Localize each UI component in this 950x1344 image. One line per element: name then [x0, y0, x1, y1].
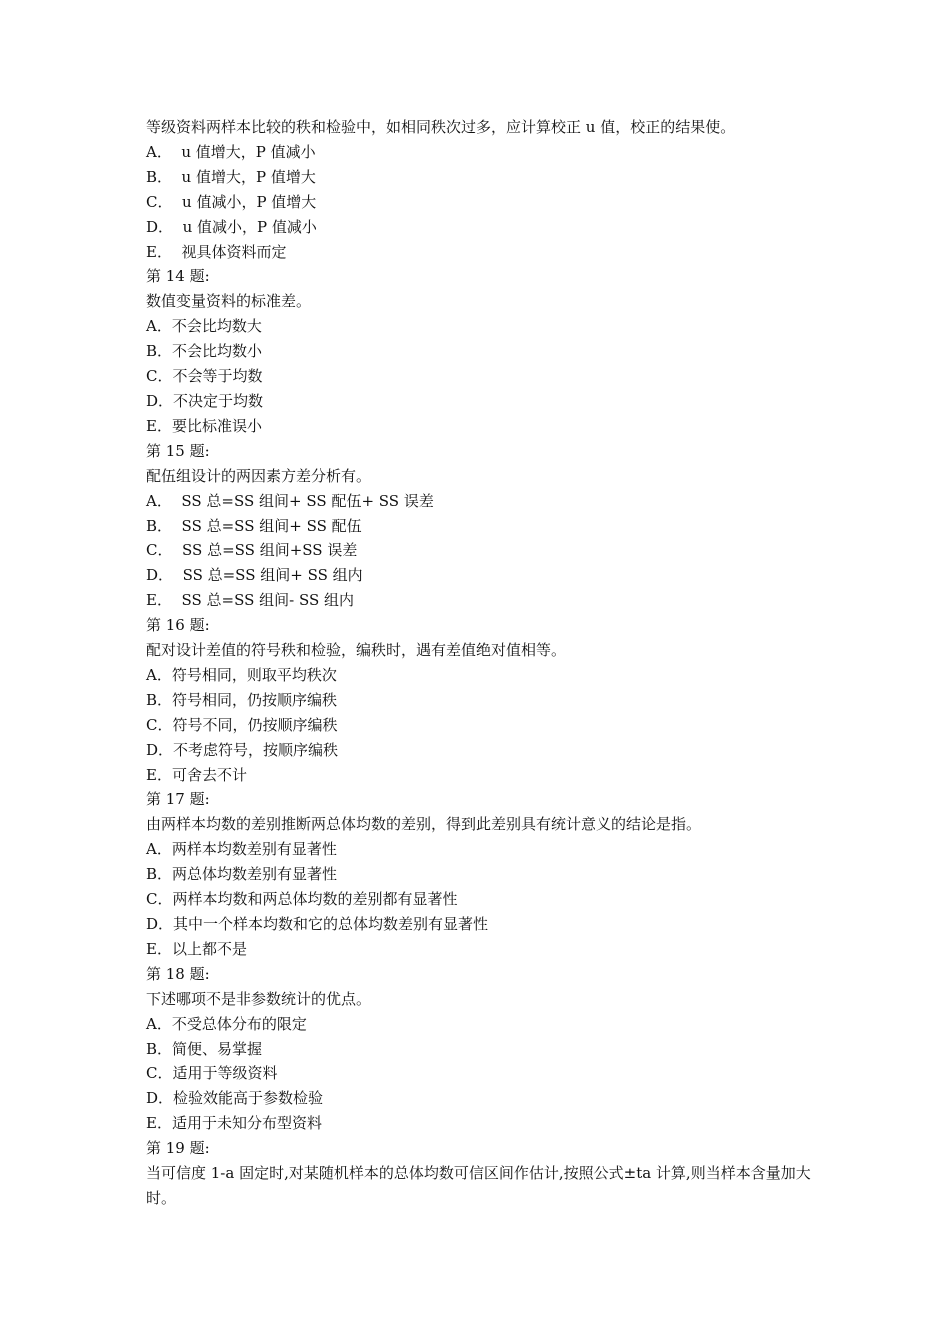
option-a: A．不会比均数大: [146, 317, 262, 336]
question-text: 由两样本均数的差别推断两总体均数的差别，得到此差别具有统计意义的结论是指。: [146, 815, 702, 834]
option-a: A．符号相同，则取平均秩次: [146, 665, 337, 684]
question-block: [146, 787, 826, 961]
option-e: E．可舍去不计: [146, 765, 247, 784]
option-d: D．不决定于均数: [146, 391, 264, 410]
question-text: 等级资料两样本比较的秩和检验中，如相同秩次过多，应计算校正 u 值，校正的结果使。: [146, 118, 736, 136]
option-e: E． SS 总=SS 组间- SS 组内: [146, 591, 355, 610]
question-block: [146, 439, 826, 613]
option-b: B．两总体均数差别有显著性: [146, 865, 338, 884]
question-block: [146, 613, 826, 787]
option-c: C．符号不同，仍按顺序编秩: [146, 715, 338, 734]
option-e: E．适用于未知分布型资料: [146, 1114, 322, 1133]
option-c: C．两样本均数和两总体均数的差别都有显著性: [146, 890, 458, 909]
question-header: 第 19 题:: [146, 1139, 210, 1158]
question-header: 第 14 题:: [146, 267, 210, 286]
question-header: 第 17 题:: [146, 790, 210, 809]
question-text: 数值变量资料的标准差。: [146, 292, 312, 311]
question-header: 第 16 题:: [146, 616, 210, 635]
option-b: B．简便、易掌握: [146, 1039, 263, 1058]
option-b: B． u 值增大，P 值增大: [146, 167, 316, 186]
option-e: E． 视具体资料而定: [146, 242, 287, 261]
question-header: 第 18 题:: [146, 964, 210, 983]
question-block: [146, 962, 826, 1136]
option-e: E．以上都不是: [146, 939, 247, 958]
option-a: A． u 值增大，P 值减小: [146, 142, 316, 161]
question-block: [146, 264, 826, 438]
question-block: [146, 115, 826, 264]
option-a: A． SS 总=SS 组间+ SS 配伍+ SS 误差: [146, 491, 434, 510]
option-b: B．符号相同，仍按顺序编秩: [146, 690, 338, 709]
option-a: A．不受总体分布的限定: [146, 1014, 307, 1033]
option-d: D．不考虑符号，按顺序编秩: [146, 740, 339, 759]
document-body: [146, 115, 826, 1211]
option-e: E．要比标准误小: [146, 416, 262, 435]
question-header: 第 15 题:: [146, 441, 210, 460]
option-c: C． u 值减小，P 值增大: [146, 192, 317, 211]
question-text: 配对设计差值的符号秩和检验，编秩时，遇有差值绝对值相等。: [146, 641, 567, 660]
option-c: C．适用于等级资料: [146, 1064, 278, 1083]
question-text: 下述哪项不是非参数统计的优点。: [146, 989, 372, 1008]
option-d: D． u 值减小，P 值减小: [146, 217, 317, 236]
option-c: C． SS 总=SS 组间+SS 误差: [146, 541, 358, 560]
option-b: B．不会比均数小: [146, 342, 263, 361]
option-b: B． SS 总=SS 组间+ SS 配伍: [146, 516, 362, 535]
option-d: D．检验效能高于参数检验: [146, 1089, 324, 1108]
option-a: A．两样本均数差别有显著性: [146, 840, 337, 859]
question-text: 配伍组设计的两因素方差分析有。: [146, 466, 372, 485]
option-c: C．不会等于均数: [146, 367, 263, 386]
option-d: D． SS 总=SS 组间+ SS 组内: [146, 566, 363, 585]
option-d: D．其中一个样本均数和它的总体均数差别有显著性: [146, 915, 489, 933]
question-text: 当可信度 1-a 固定时,对某随机样本的总体均数可信区间作估计,按照公式±ta 计算,则当样本含量加大时。: [146, 1164, 811, 1207]
question-block: [146, 1136, 826, 1211]
